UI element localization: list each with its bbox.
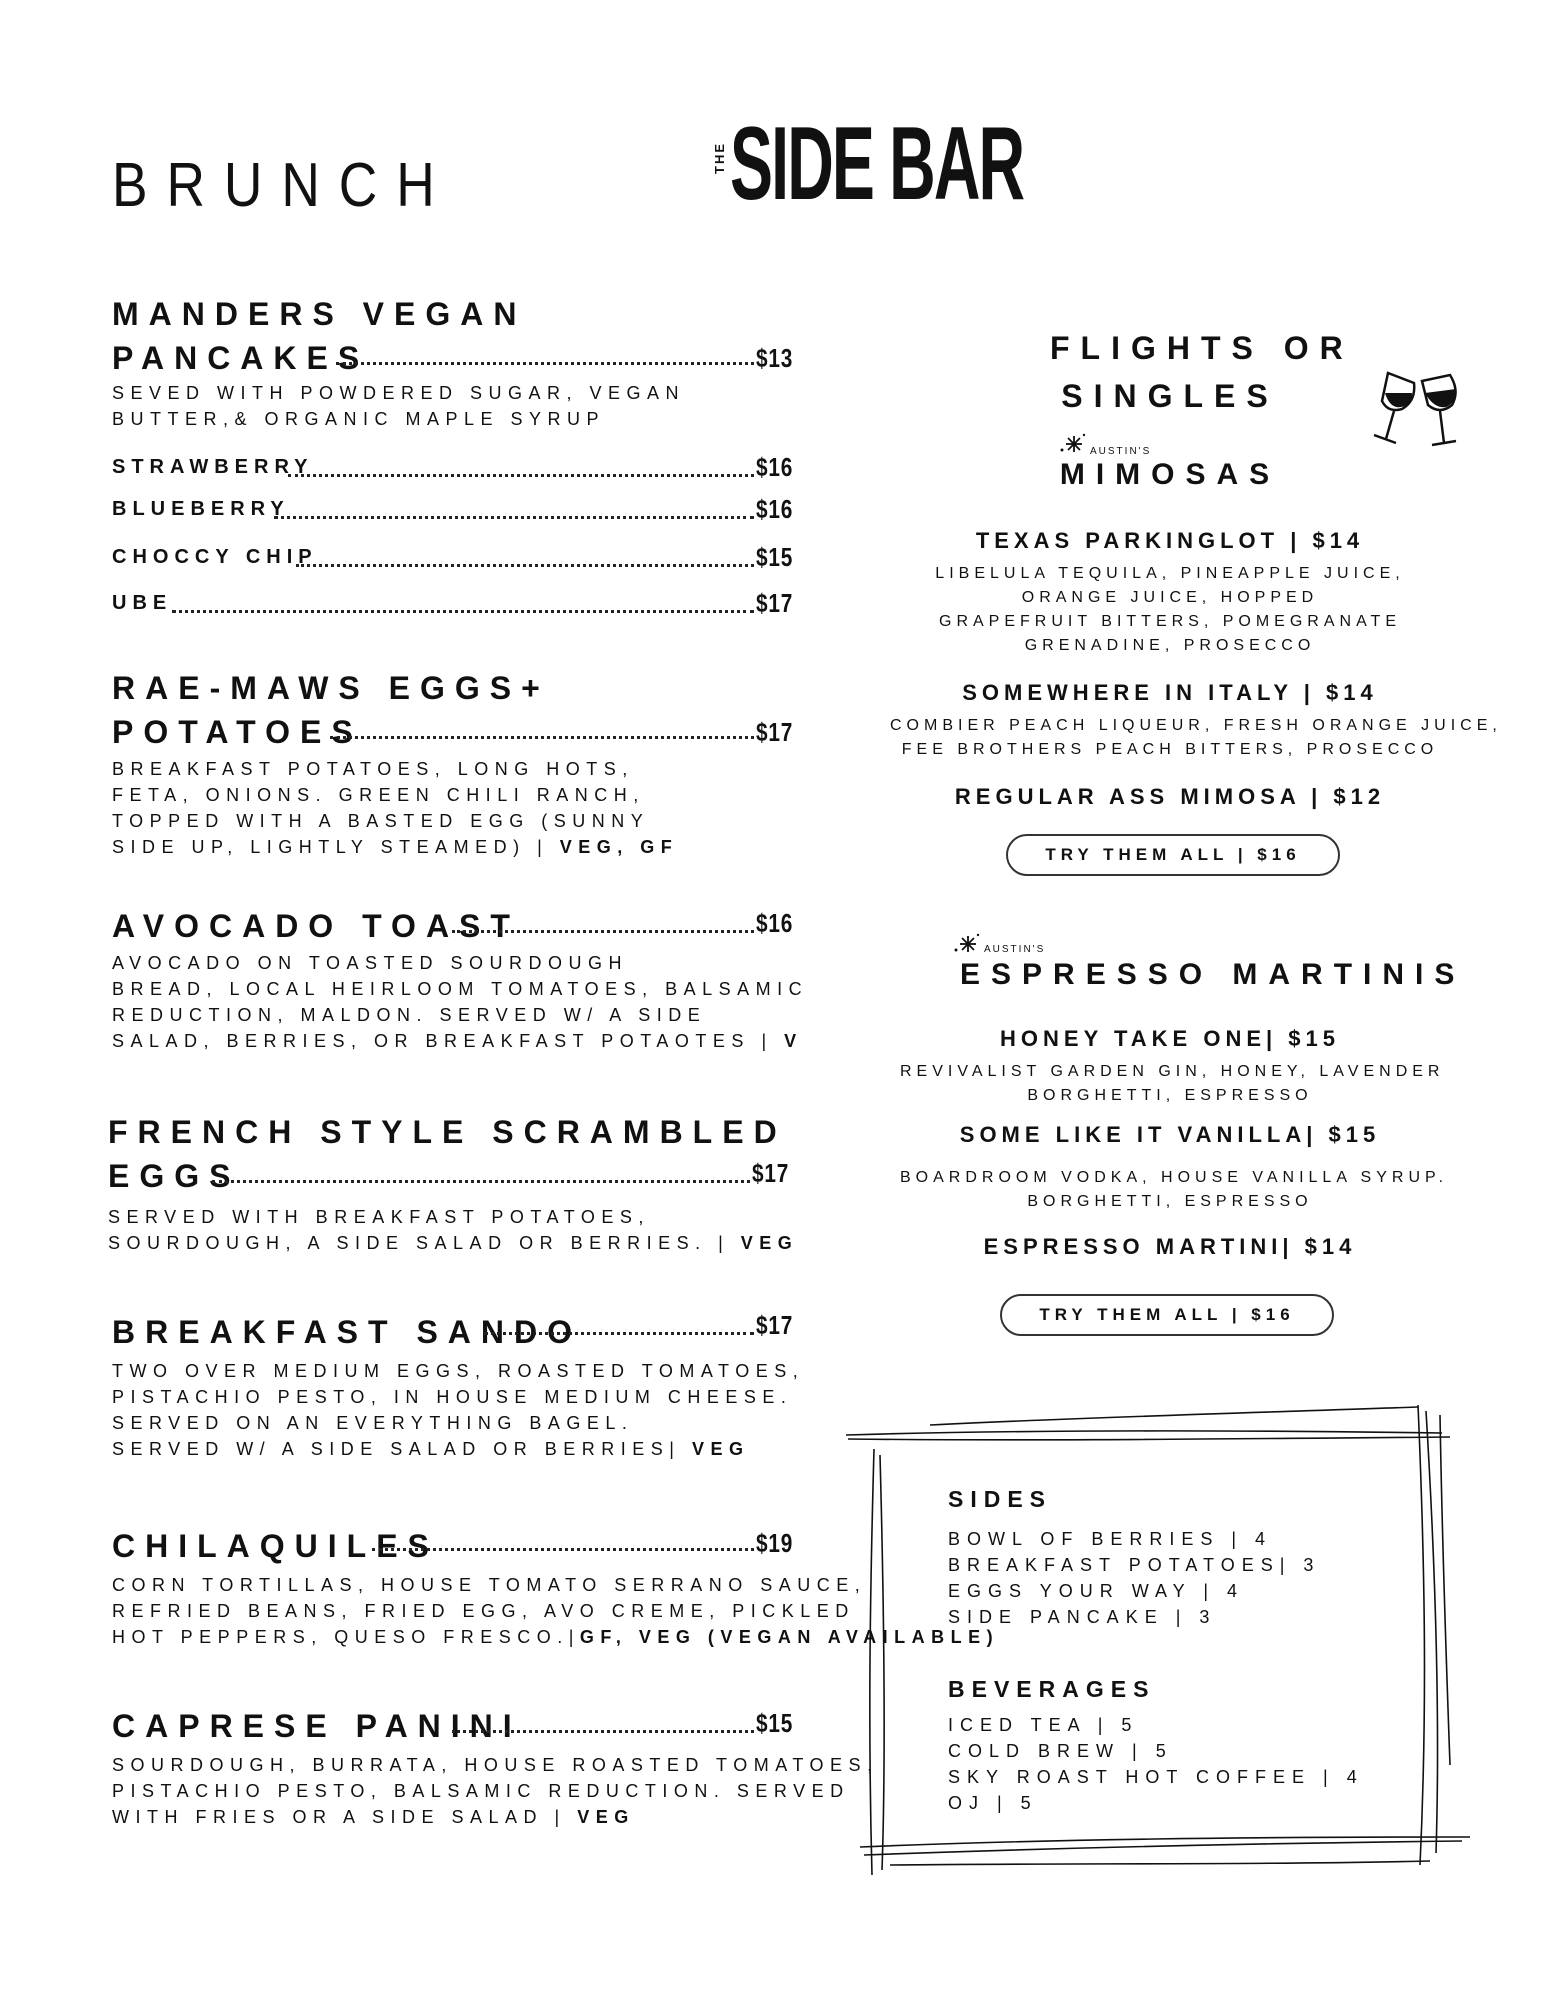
drink-desc-line: BOARDROOM VODKA, HOUSE VANILLA SYRUP. <box>900 1169 1449 1186</box>
leader-dots <box>336 362 754 365</box>
avocado-desc-2: BREAD, LOCAL HEIRLOOM TOMATOES, BALSAMIC <box>112 979 809 999</box>
scrambled-desc-2-text: SOURDOUGH, A SIDE SALAD OR BERRIES. | <box>108 1233 741 1253</box>
eggs-desc-4-text: SIDE UP, LIGHTLY STEAMED) | <box>112 837 560 857</box>
chilaquiles-price: $19 <box>756 1528 794 1558</box>
leader-dots <box>296 564 754 567</box>
chilaquiles-desc-2: REFRIED BEANS, FRIED EGG, AVO CREME, PICKLED <box>112 1601 855 1621</box>
drink-desc-line: LIBELULA TEQUILA, PINEAPPLE JUICE, <box>935 565 1405 582</box>
sando-desc-4-text: SERVED W/ A SIDE SALAD OR BERRIES| <box>112 1439 692 1459</box>
pancakes-title-1: MANDERS VEGAN <box>112 296 527 332</box>
eggs-desc-2: FETA, ONIONS. GREEN CHILI RANCH, <box>112 785 645 805</box>
drink-name: TEXAS PARKINGLOT | $14 <box>975 528 1365 553</box>
drink-desc-line: BORGHETTI, ESPRESSO <box>1027 1087 1313 1104</box>
drink-desc-line: FEE BROTHERS PEACH BITTERS, PROSECCO <box>901 741 1439 758</box>
logo-name: SIDE BAR <box>730 106 1024 222</box>
chilaquiles-desc-3-text: HOT PEPPERS, QUESO FRESCO.| <box>112 1627 580 1647</box>
drink-desc-line: COMBIER PEACH LIQUEUR, FRESH ORANGE JUICE, <box>890 717 1502 734</box>
pancakes-title-2: PANCAKES <box>112 340 370 376</box>
leader-dots <box>452 1730 754 1733</box>
diet-tag: VEG <box>577 1807 635 1827</box>
leader-dots <box>172 610 754 613</box>
sando-desc-2: PISTACHIO PESTO, IN HOUSE MEDIUM CHEESE. <box>112 1387 793 1407</box>
sando-desc-1: TWO OVER MEDIUM EGGS, ROASTED TOMATOES, <box>112 1361 805 1381</box>
scrambled-desc-1: SERVED WITH BREAKFAST POTATOES, <box>108 1207 650 1227</box>
drink-desc-line: GRENADINE, PROSECCO <box>1024 637 1316 654</box>
page-title: BRUNCH <box>112 151 454 220</box>
caprese-desc-3-text: WITH FRIES OR A SIDE SALAD | <box>112 1807 578 1827</box>
scrambled-price: $17 <box>752 1158 790 1188</box>
leader-dots <box>372 1548 754 1551</box>
side-item: BREAKFAST POTATOES| 3 <box>948 1555 1321 1575</box>
leader-dots <box>452 930 754 933</box>
pancake-option-price: $15 <box>756 542 794 572</box>
drink-desc-line: BORGHETTI, ESPRESSO <box>1027 1193 1313 1210</box>
mimosas-kicker: AUSTIN'S <box>1090 446 1152 457</box>
pancake-option-ube: UBE <box>112 592 173 614</box>
drink-desc-line: REVIVALIST GARDEN GIN, HONEY, LAVENDER <box>900 1063 1445 1080</box>
pancake-option-strawberry: STRAWBERRY <box>112 456 314 478</box>
chilaquiles-desc-1: CORN TORTILLAS, HOUSE TOMATO SERRANO SAUCE, <box>112 1575 867 1595</box>
leader-dots <box>212 1180 750 1183</box>
pancake-option-blueberry: BLUEBERRY <box>112 498 290 520</box>
beverage-item: COLD BREW | 5 <box>948 1741 1173 1761</box>
try-them-all-martinis: TRY THEM ALL | $16 <box>1000 1294 1334 1336</box>
scrambled-title-1: FRENCH STYLE SCRAMBLED <box>108 1114 787 1150</box>
avocado-desc-3: REDUCTION, MALDON. SERVED W/ A SIDE <box>112 1005 707 1025</box>
avocado-desc-1: AVOCADO ON TOASTED SOURDOUGH <box>112 953 629 973</box>
beverage-item: ICED TEA | 5 <box>948 1715 1139 1735</box>
drink-name: SOME LIKE IT VANILLA| $15 <box>959 1122 1381 1147</box>
eggs-price: $17 <box>756 717 794 747</box>
sparkle-icon <box>952 932 982 956</box>
flights-title-2: SINGLES <box>1061 378 1279 414</box>
mimosas-title: MIMOSAS <box>1059 458 1281 491</box>
sides-frame <box>830 1395 1480 1885</box>
eggs-title-2: POTATOES <box>112 714 363 750</box>
logo-the: THE <box>712 142 727 174</box>
pancakes-desc-1: SEVED WITH POWDERED SUGAR, VEGAN <box>112 383 686 403</box>
caprese-desc-3 <box>112 1804 635 1830</box>
sando-desc-4 <box>112 1436 749 1462</box>
pancakes-desc-2: BUTTER,& ORGANIC MAPLE SYRUP <box>112 409 606 429</box>
martinis-kicker: AUSTIN'S <box>984 944 1046 955</box>
eggs-title-1: RAE-MAWS EGGS+ <box>112 670 550 706</box>
diet-tag: V <box>784 1031 803 1051</box>
leader-dots <box>288 474 754 477</box>
scrambled-desc-2 <box>108 1230 798 1256</box>
pancakes-price: $13 <box>756 343 794 373</box>
sando-desc-3: SERVED ON AN EVERYTHING BAGEL. <box>112 1413 634 1433</box>
leader-dots <box>274 516 754 519</box>
sando-title: BREAKFAST SANDO <box>112 1314 583 1350</box>
avocado-desc-4 <box>112 1028 803 1054</box>
avocado-price: $16 <box>756 908 794 938</box>
pancake-option-price: $17 <box>756 588 794 618</box>
caprese-title: CAPRESE PANINI <box>112 1708 522 1744</box>
drink-desc-line: GRAPEFRUIT BITTERS, POMEGRANATE <box>939 613 1401 630</box>
eggs-desc-4 <box>112 834 678 860</box>
diet-tag: VEG <box>740 1233 799 1253</box>
avocado-title: AVOCADO TOAST <box>112 908 520 944</box>
scrambled-title-2: EGGS <box>108 1158 241 1194</box>
side-item: BOWL OF BERRIES | 4 <box>948 1529 1273 1549</box>
drink-name: HONEY TAKE ONE| $15 <box>1000 1026 1340 1051</box>
pancake-option-price: $16 <box>756 452 794 482</box>
caprese-desc-1: SOURDOUGH, BURRATA, HOUSE ROASTED TOMATOES, <box>112 1755 879 1775</box>
diet-tag: VEG <box>691 1439 750 1459</box>
eggs-desc-3: TOPPED WITH A BASTED EGG (SUNNY <box>112 811 650 831</box>
sando-price: $17 <box>756 1310 794 1340</box>
sides-title: SIDES <box>948 1486 1053 1512</box>
caprese-desc-2: PISTACHIO PESTO, BALSAMIC REDUCTION. SERVED <box>112 1781 850 1801</box>
wine-glasses-icon <box>1368 365 1468 457</box>
eggs-desc-1: BREAKFAST POTATOES, LONG HOTS, <box>112 759 634 779</box>
leader-dots <box>330 736 754 739</box>
side-item: SIDE PANCAKE | 3 <box>948 1607 1217 1627</box>
flights-title-1: FLIGHTS OR <box>1050 330 1354 366</box>
martinis-title: ESPRESSO MARTINIS <box>960 958 1466 991</box>
drink-name: ESPRESSO MARTINI| $14 <box>983 1234 1357 1259</box>
try-them-all-mimosas: TRY THEM ALL | $16 <box>1006 834 1340 876</box>
diet-tag: VEG, GF <box>559 837 679 857</box>
sparkle-icon <box>1058 432 1088 456</box>
beverage-item: OJ | 5 <box>948 1793 1038 1813</box>
drink-name: REGULAR ASS MIMOSA | $12 <box>954 784 1386 809</box>
pancake-option-choccy-chip: CHOCCY CHIP <box>112 546 318 568</box>
drink-name: SOMEWHERE IN ITALY | $14 <box>962 680 1378 705</box>
diet-tag: GF, VEG (VEGAN AVAILABLE) <box>579 1627 1000 1647</box>
leader-dots <box>484 1332 754 1335</box>
side-item: EGGS YOUR WAY | 4 <box>948 1581 1245 1601</box>
avocado-desc-4-text: SALAD, BERRIES, OR BREAKFAST POTAOTES | <box>112 1031 785 1051</box>
caprese-price: $15 <box>756 1708 794 1738</box>
beverage-item: SKY ROAST HOT COFFEE | 4 <box>948 1767 1364 1787</box>
chilaquiles-title: CHILAQUILES <box>112 1528 439 1564</box>
beverages-title: BEVERAGES <box>948 1676 1156 1702</box>
pancake-option-price: $16 <box>756 494 794 524</box>
drink-desc-line: ORANGE JUICE, HOPPED <box>1021 589 1319 606</box>
